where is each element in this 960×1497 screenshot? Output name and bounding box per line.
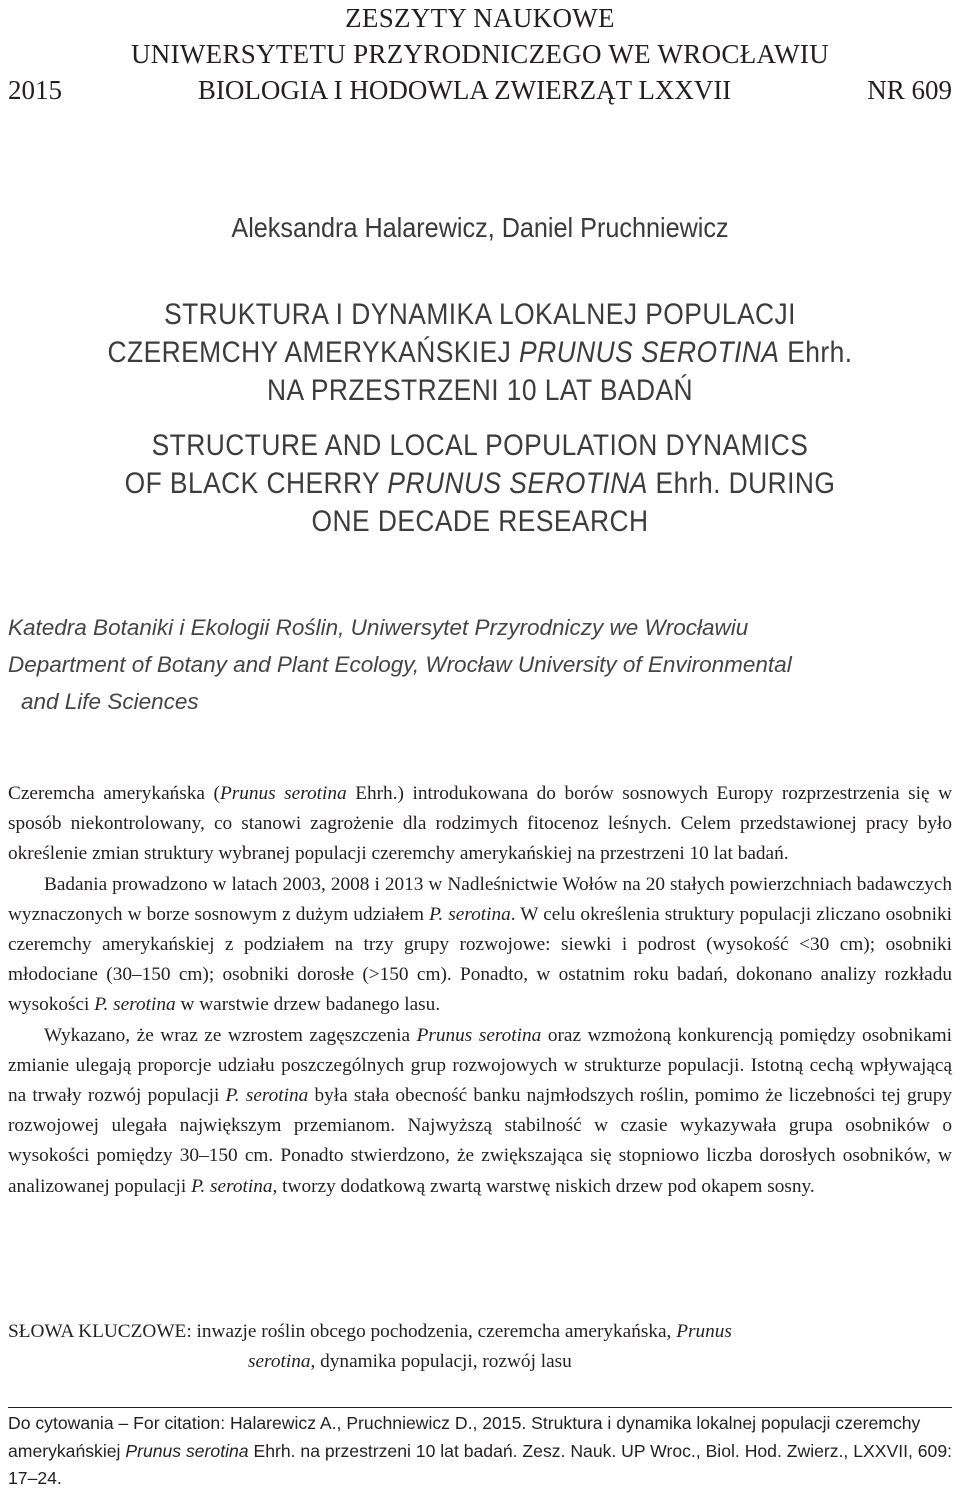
species-name: P. serotina bbox=[429, 903, 511, 925]
keywords-line1 bbox=[8, 1317, 952, 1347]
title-pl-line1: STRUKTURA I DYNAMIKA LOKALNEJ POPULACJI bbox=[164, 298, 796, 331]
journal-title-line1: ZESZYTY NAUKOWE bbox=[345, 3, 615, 33]
species-name: Prunus bbox=[676, 1321, 732, 1342]
abstract-paragraph-1 bbox=[8, 779, 952, 870]
keywords-text: inwazje roślin obcego pochodzenia, czeremcha amerykańska, bbox=[191, 1321, 677, 1342]
title-en-line3: ONE DECADE RESEARCH bbox=[311, 505, 649, 538]
species-name: Prunus serotina bbox=[416, 1024, 542, 1046]
author-list: Aleksandra Halarewicz, Daniel Pruchniewicz bbox=[231, 212, 729, 243]
abstract-text: Badania prowadzono w latach 2003, 2008 i 2013 w Nadleśnictwie Wołów na 20 stałych powierzchniach badawczych wyznaczonych w borze sosnowym z dużym udziałem bbox=[8, 873, 952, 925]
species-name: Prunus serotina bbox=[125, 1440, 249, 1461]
journal-header bbox=[8, 0, 952, 108]
title-pl-line3: NA PRZESTRZENI 10 LAT BADAŃ bbox=[266, 374, 694, 407]
abstract-paragraph-2 bbox=[8, 870, 952, 1021]
species-name: P. serotina bbox=[94, 994, 176, 1016]
citation-text: Ehrh. na przestrzeni 10 lat badań. Zesz. Nauk. UP Wroc., Biol. Hod. Zwierz., LXXVII, 609: 17–24. bbox=[8, 1440, 952, 1488]
title-en-line2 bbox=[58, 465, 903, 503]
journal-number: NR 609 bbox=[867, 75, 952, 105]
journal-issue-row bbox=[8, 72, 952, 108]
species-name: serotina bbox=[248, 1351, 311, 1373]
abstract bbox=[8, 779, 952, 1202]
title-en-line1: STRUCTURE AND LOCAL POPULATION DYNAMICS bbox=[151, 429, 809, 462]
affiliation bbox=[8, 609, 952, 720]
abstract-text: Czeremcha amerykańska ( bbox=[8, 783, 220, 804]
keywords-label: SŁOWA KLUCZOWE: bbox=[8, 1321, 192, 1342]
title-pl-species: PRUNUS SEROTINA bbox=[519, 336, 780, 369]
citation-text: Do cytowania – For citation: Halarewicz A., Pruchniewicz D., 2015. Struktura i dynamika lokalnej populacji czeremchy amerykańskiej bbox=[8, 1413, 921, 1461]
abstract-text: w warstwie drzew badanego lasu. bbox=[175, 994, 441, 1016]
title-english bbox=[58, 427, 903, 541]
abstract-text: Wykazano, że wraz ze wzrostem zagęszczenia bbox=[44, 1024, 417, 1046]
citation bbox=[8, 1410, 952, 1493]
title-polish bbox=[58, 296, 903, 410]
title-en-authority: Ehrh. DURING bbox=[647, 467, 836, 500]
species-name: P. serotina bbox=[191, 1175, 273, 1197]
affiliation-pl: Katedra Botaniki i Ekologii Roślin, Uniwersytet Przyrodniczy we Wrocławiu bbox=[8, 615, 749, 640]
keywords bbox=[8, 1317, 952, 1377]
abstract-text: była stała obecność banku najmłodszych roślin, pomimo że liczebności tej grupy rozwojowej ulegała największym przemianom. Najwyższą stabilność w czasie wykazywała grupa osobników o wysokości pomiędzy 30–150 cm. Ponadto stwierdzono, że zwiększająca się stopniowo liczba dorosłych osobników, w analizowanej populacji bbox=[8, 1085, 953, 1197]
journal-series: BIOLOGIA I HODOWLA ZWIERZĄT LXXVII bbox=[197, 75, 732, 105]
affiliation-en-line2: and Life Sciences bbox=[21, 689, 199, 714]
footnote-divider bbox=[8, 1407, 952, 1408]
species-name: P. serotina bbox=[225, 1085, 309, 1107]
keywords-line2 bbox=[8, 1347, 952, 1377]
keywords-text: , dynamika populacji, rozwój lasu bbox=[310, 1351, 572, 1373]
abstract-text: oraz wzmożoną konkurencją pomiędzy osobnikami zmianie ulegają proporcje udziału poszczególnych grup rozwojowych w strukturze populacji. Istotną cechą wpływającą na trwały rozwój populacji bbox=[8, 1024, 952, 1107]
title-pl-line2-text: CZEREMCHY AMERYKAŃSKIEJ bbox=[107, 336, 520, 369]
journal-year: 2015 bbox=[8, 75, 62, 105]
journal-title-line2: UNIWERSYTETU PRZYRODNICZEGO WE WROCŁAWIU bbox=[130, 39, 830, 69]
title-en-line2-text: OF BLACK CHERRY bbox=[124, 467, 388, 500]
abstract-paragraph-3 bbox=[8, 1021, 952, 1202]
affiliation-en-line1: Department of Botany and Plant Ecology, Wrocław University of Environmental bbox=[8, 652, 792, 677]
title-en-species: PRUNUS SEROTINA bbox=[387, 467, 648, 500]
abstract-text: Ehrh.) introdukowana do borów sosnowych Europy rozprzestrzenia się w sposób niekontrolowany, co stanowi zagrożenie dla rodzimych fitocenoz leśnych. Celem przedstawionej pracy było określenie zmian struktury wybranej populacji czeremchy amerykańskiej na przestrzeni 10 lat badań. bbox=[8, 783, 952, 865]
title-pl-line2 bbox=[58, 334, 903, 372]
abstract-text: , tworzy dodatkową zwartą warstwę niskich drzew pod okapem sosny. bbox=[272, 1175, 815, 1197]
title-pl-authority: Ehrh. bbox=[779, 336, 853, 369]
species-name: Prunus serotina bbox=[219, 783, 347, 804]
abstract-text: . W celu określenia struktury populacji zliczano osobniki czeremchy amerykańskiej z podziałem na trzy grupy rozwojowe: siewki i podrost (wysokość <30 cm); osobniki młodociane (30–150 cm); osobniki dorosłe (>150 cm). Ponadto, w ostatnim roku badań, dokonano analizy rozkładu wysokości bbox=[8, 903, 952, 1016]
